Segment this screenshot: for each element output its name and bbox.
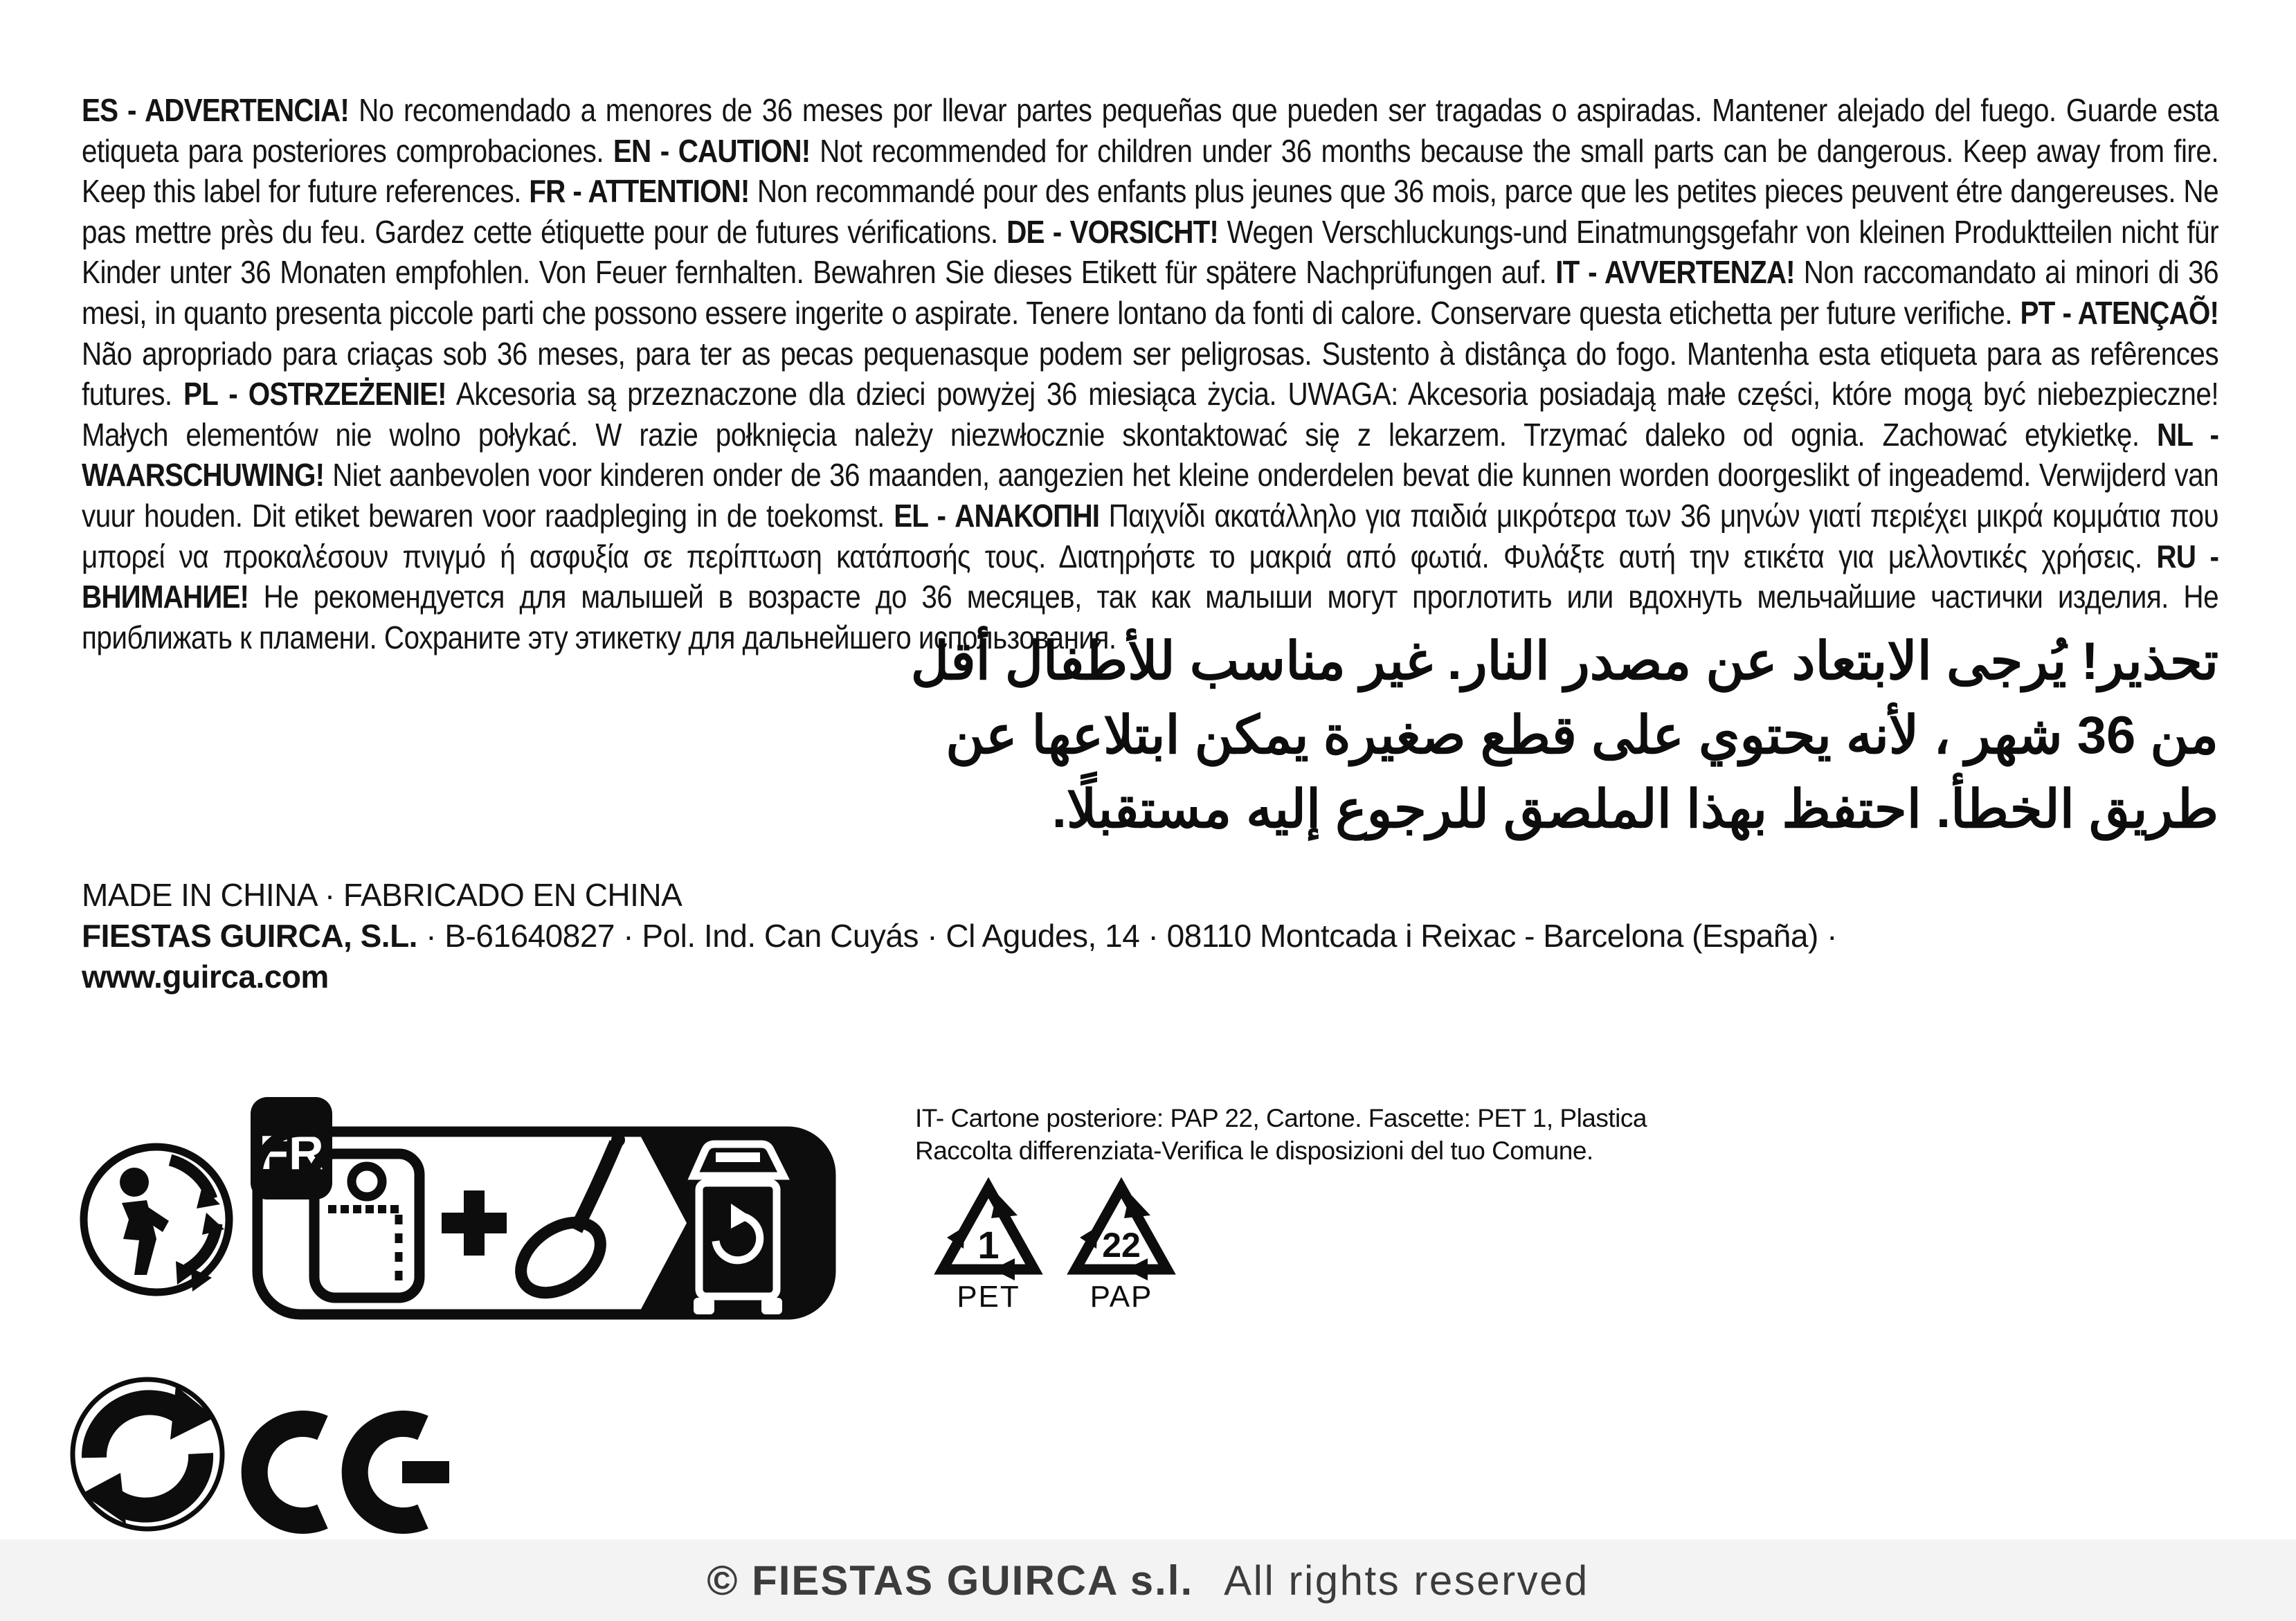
warning-text-nl: Niet aanbevolen voor kinderen onder de 36 maanden, aangezien het kleine onderdelen bevat die kunnen worden doorgeslikt of ingeademd. Verwijderd van vuur houden. Dit etiket bewaren voor raadpleging in de toekomst. xyxy=(82,457,2219,534)
warning-label-pl: PL - OSTRZEŻENIE! xyxy=(183,376,446,413)
plus-icon xyxy=(442,1190,507,1256)
ce-mark-icon xyxy=(241,1409,457,1539)
company-website: www.guirca.com xyxy=(82,959,329,995)
warning-label-en: EN - CAUTION! xyxy=(613,132,811,169)
warning-label-el: EL - ΑΝΑΚΟΠΗΙ xyxy=(894,497,1100,534)
warning-text-es: No recomendado a menores de 36 meses por llevar partes pequeñas que pueden ser tragadas o aspiradas. Mantener alejado del fuego. Guarde esta etiqueta para posteriores comprobaciones. xyxy=(82,92,2219,169)
cord-icon xyxy=(508,1133,625,1307)
company-line xyxy=(82,916,1951,997)
warning-text-en: Not recommended for children under 36 months because the small parts can be dangerous. Keep away from fire. Keep this label for future references. xyxy=(82,132,2219,210)
arabic-warning-line-2: من 36 شهر ، لأنه يحتوي على قطع صغيرة يمكن ابتلاعها عن xyxy=(946,706,2218,765)
fr-tab-label: FR xyxy=(259,1125,324,1179)
company-details: · B-61640827 · Pol. Ind. Can Cuyás · Cl Agudes, 14 · 08110 Montcada i Reixac - Barcelona (España) · xyxy=(417,918,1837,954)
arabic-warning-block xyxy=(869,624,2218,846)
footer-rights: All rights reserved xyxy=(1224,1557,1589,1604)
made-in-line: MADE IN CHINA · FABRICADO EN CHINA xyxy=(82,877,683,913)
warning-text-it: Non raccomandato ai minori di 36 mesi, in quanto presenta piccole parti che possono essere ingerite o aspirate. Tenere lontano da fonti di calore. Conservare questa etichetta per future verifiche. xyxy=(82,254,2219,331)
footer-strip xyxy=(0,1539,2296,1621)
green-point-icon xyxy=(66,1373,229,1539)
recycling-note-line-2: Raccolta differenziata-Verifica le disposizioni del tuo Comune. xyxy=(915,1136,1593,1165)
company-name: FIESTAS GUIRCA, S.L. xyxy=(82,918,417,954)
warning-label-fr: FR - ATTENTION! xyxy=(529,173,750,210)
warning-text-ru: Не рекомендуется для малышей в возрасте до 36 месяцев, так как малыши могут проглотить или вдохнуть мельчайшие частички изделия. Не приближать к пламени. Сохраните эту этикетку для дальнейшего использования. xyxy=(82,579,2219,655)
pap-material: PAP xyxy=(1090,1280,1153,1314)
recycling-note xyxy=(915,1102,1676,1167)
multilingual-warning-paragraph xyxy=(82,90,2218,658)
warning-label-nl: NL - WAARSCHUWING! xyxy=(82,416,2219,493)
pet-code: 1 xyxy=(977,1223,1000,1267)
pap-recycling-icon xyxy=(1066,1177,1177,1319)
pet-recycling-icon xyxy=(933,1177,1044,1319)
warning-label-es: ES - ADVERTENCIA! xyxy=(82,92,349,128)
pet-material: PET xyxy=(957,1280,1020,1314)
warning-text-pl: Akcesoria są przeznaczone dla dzieci powyżej 36 miesiąca życia. UWAGA: Akcesoria posiadają małe części, które mogą być niebezpieczne! Małych elementów nie wolno połykać. W razie połknięcia należy niezwłocznie skontaktować się z lekarzem. Trzymać daleko od ognia. Zachować etykietkę. xyxy=(82,376,2219,453)
triman-recycling-icon xyxy=(75,1135,242,1310)
warning-text-fr: Non recommandé pour des enfants plus jeunes que 36 mois, parce que les petites pieces peuvent étre dangereuses. Ne pas mettre près du feu. Gardez cette étiquette pour de futures vérifications. xyxy=(82,173,2219,250)
warning-text-de: Wegen Verschluckungs-und Einatmungsgefahr von kleinen Produktteilen nicht für Kinder unter 36 Monaten empfohlen. Von Feuer fernhalten. Bewahren Sie dieses Etikett für spätere Nachprüfungen auf. xyxy=(82,213,2219,291)
warning-label-it: IT - AVVERTENZA! xyxy=(1555,254,1795,291)
warning-label-de: DE - VORSICHT! xyxy=(1006,213,1219,250)
arabic-warning-line-3: طريق الخطأ. احتفظ بهذا الملصق للرجوع إليه مستقبلًا. xyxy=(1051,780,2218,839)
recycling-note-line-1: IT- Cartone posteriore: PAP 22, Cartone. Fascette: PET 1, Plastica xyxy=(915,1104,1647,1132)
arabic-warning-line-1: تحذير! يُرجى الابتعاد عن مصدر النار. غير مناسب للأطفال أقل xyxy=(910,632,2218,691)
warning-label-ru: RU - ВНИМАНИЕ! xyxy=(82,538,2219,615)
warning-label-pt: PT - ATENÇAÕ! xyxy=(2020,294,2219,331)
origin-company-block xyxy=(82,875,1951,997)
warning-text-pt: Não apropriado para criaças sob 36 meses, para ter as pecas pequenasque podem ser peligrosas. Sustento à distânça do fogo. Mantenha esta etiqueta para as refêrences futures. xyxy=(82,335,2219,413)
fr-sorting-strip xyxy=(251,1097,839,1330)
warning-text-el: Παιχνίδι ακατάλληλο για παιδιά μικρότερα των 36 μηνών γιατί περιέχει μικρά κομμάτια που μπορεί να προκαλέσουν πνιγμό ή ασφυξία σε περίπτωση κατάποσής τους. Διατηρήστε το μακριά από φωτιά. Φυλάξτε αυτή την ετικέτα για μελλοντικές χρήσεις. xyxy=(82,497,2219,574)
footer-copyright: © FIESTAS GUIRCA s.l. xyxy=(707,1557,1194,1604)
pap-code: 22 xyxy=(1102,1226,1141,1265)
